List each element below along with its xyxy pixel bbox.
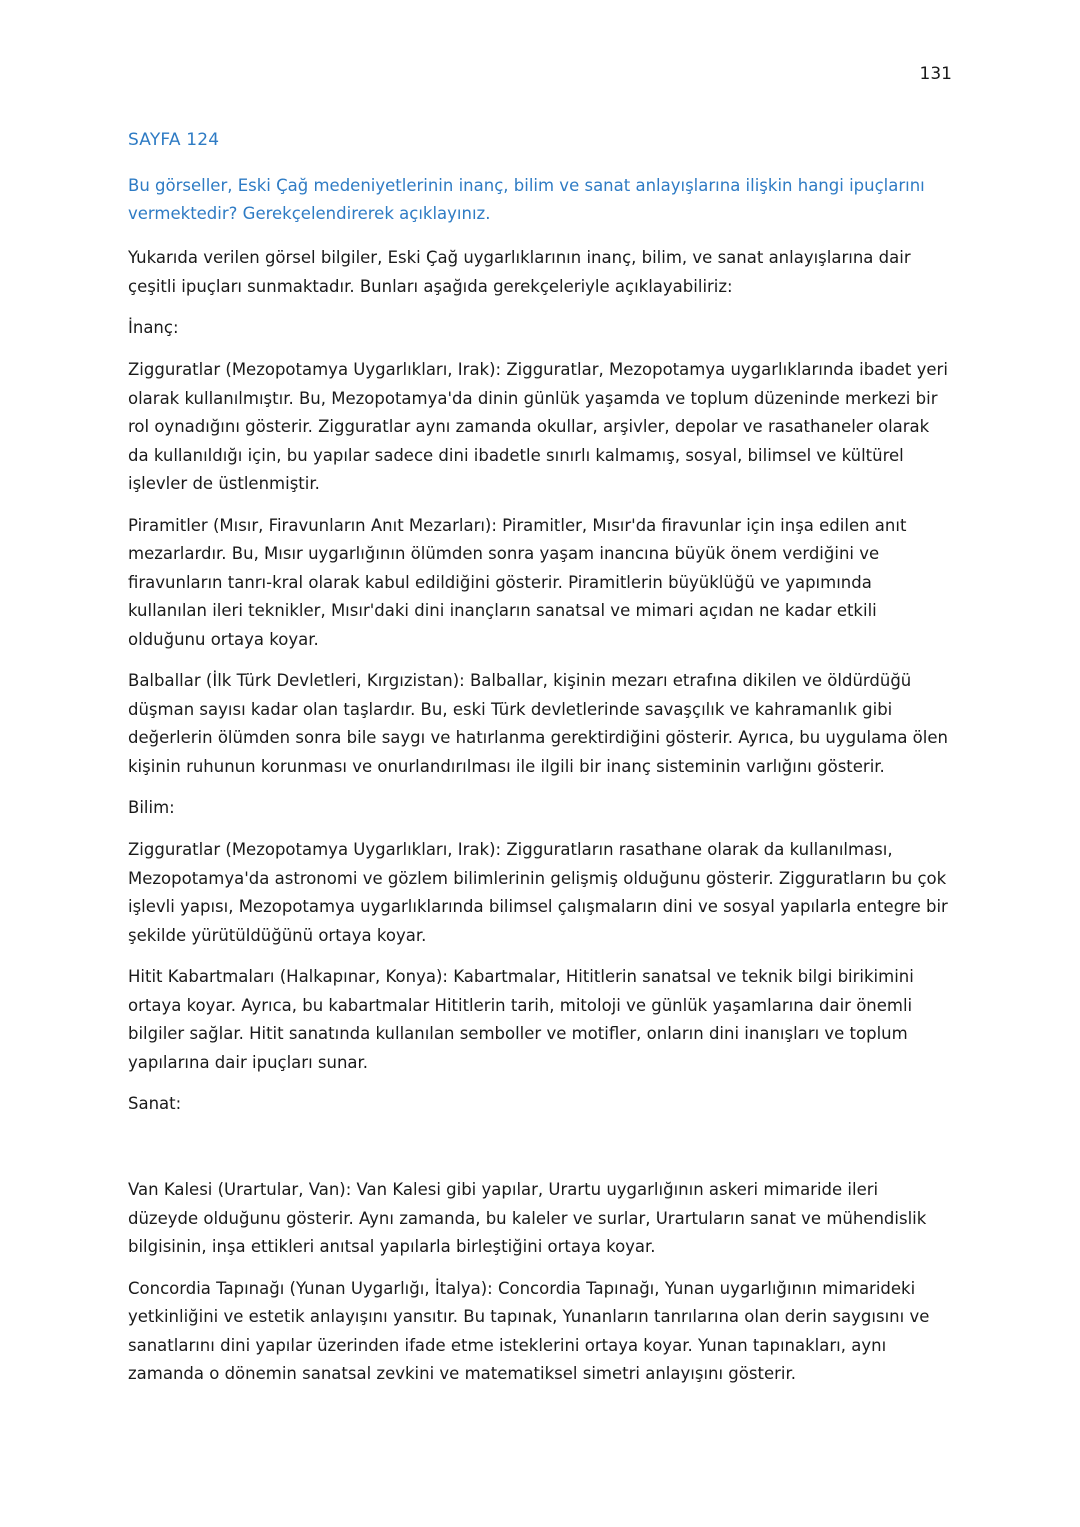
intro-paragraph: Yukarıda verilen görsel bilgiler, Eski Çağ uygarlıklarının inanç, bilim, ve sanat anlayışlarına dair çeşitli ipuçları sunmaktadır. Bunları aşağıda gerekçeleriyle açıklayabiliriz: — [128, 248, 911, 296]
blank-space — [128, 1132, 950, 1176]
section-label-bilim: Bilim: — [128, 798, 175, 817]
paragraph-balballar: Balballar (İlk Türk Devletleri, Kırgızistan): Balballar, kişinin mezarı etrafına dikilen ve öldürdüğü düşman sayısı kadar olan taşlardır. Bu, eski Türk devletlerinde savaşçılık ve kahramanlık gibi değerlerin ölümden sonra bile saygı ve hatırlanma gerektirdiğini gösterir. Ayrıca, bu uygulama ölen kişinin ruhunun korunması ve onurlandırılması ile ilgili bir inanç sisteminin varlığını gösterir. — [128, 671, 948, 776]
paragraph-concordia-tapinagi: Concordia Tapınağı (Yunan Uygarlığı, İtalya): Concordia Tapınağı, Yunan uygarlığının mimarideki yetkinliğini ve estetik anlayışını yansıtır. Bu tapınak, Yunanların tanrılarına olan derin saygısını ve sanatlarını dini yapılar üzerinden ifade etme isteklerini ortaya koyar. Yunan tapınakları, aynı zamanda o dönemin sanatsal zevkini ve matematiksel simetri anlayışını gösterir. — [128, 1278, 930, 1383]
paragraph-van-kalesi: Van Kalesi (Urartular, Van): Van Kalesi gibi yapılar, Urartu uygarlığının askeri mimaride ileri düzeyde olduğunu gösterir. Aynı zamanda, bu kaleler ve surlar, Urartuların sanat ve mühendislik bilgisinin, inşa ettikleri anıtsal yapılarla birleştiğini ortaya koyar. — [128, 1180, 927, 1256]
section-label-sanat: Sanat: — [128, 1094, 182, 1113]
paragraph-hitit-kabartmalari: Hitit Kabartmaları (Halkapınar, Konya): Kabartmalar, Hititlerin sanatsal ve teknik bilgi birikimini ortaya koyar. Ayrıca, bu kabartmalar Hititlerin tarih, mitoloji ve günlük yaşamlarına dair önemli bilgiler sağlar. Hitit sanatında kullanılan semboller ve motifler, onların dini inanışları ve toplum yapılarına dair ipuçları sunar. — [128, 967, 914, 1072]
page-number: 131 — [919, 64, 952, 84]
paragraph-zigguratlar-bilim: Zigguratlar (Mezopotamya Uygarlıkları, Irak): Zigguratların rasathane olarak da kullanılması, Mezopotamya'da astronomi ve gözlem bilimlerinin gelişmiş olduğunu gösterir. Zigguratların bu çok işlevli yapısı, Mezopotamya uygarlıklarında bilimsel çalışmaların dini ve sosyal yapılarla entegre bir şekilde yürütüldüğünü ortaya koyar. — [128, 840, 948, 945]
page-heading: SAYFA 124 — [128, 130, 220, 150]
paragraph-zigguratlar-inanc: Zigguratlar (Mezopotamya Uygarlıkları, Irak): Zigguratlar, Mezopotamya uygarlıklarında ibadet yeri olarak kullanılmıştır. Bu, Mezopotamya'da dinin günlük yaşamda ve toplum düzeninde merkezi bir rol oynadığını gösterir. Zigguratlar aynı zamanda okullar, arşivler, depolar ve rasathaneler olarak da kullanıldığı için, bu yapılar sadece dini ibadetle sınırlı kalmamış, sosyal, bilimsel ve kültürel işlevler de üstlenmiştir. — [128, 360, 948, 493]
section-label-inanc: İnanç: — [128, 318, 179, 337]
paragraph-piramitler: Piramitler (Mısır, Firavunların Anıt Mezarları): Piramitler, Mısır'da firavunlar için inşa edilen anıt mezarlardır. Bu, Mısır uygarlığının ölümden sonra yaşam inancına büyük önem verdiğini ve firavunların tanrı-kral olarak kabul edildiğini gösterir. Piramitlerin büyüklüğü ve yapımında kullanılan ileri teknikler, Mısır'daki dini inançların sanatsal ve mimari açıdan ne kadar etkili olduğunu ortaya koyar. — [128, 515, 907, 649]
question-text: Bu görseller, Eski Çağ medeniyetlerinin inanç, bilim ve sanat anlayışlarına ilişkin hangi ipuçlarını vermektedir? Gerekçelendirerek açıklayınız. — [128, 176, 925, 223]
document-body — [128, 130, 950, 1402]
